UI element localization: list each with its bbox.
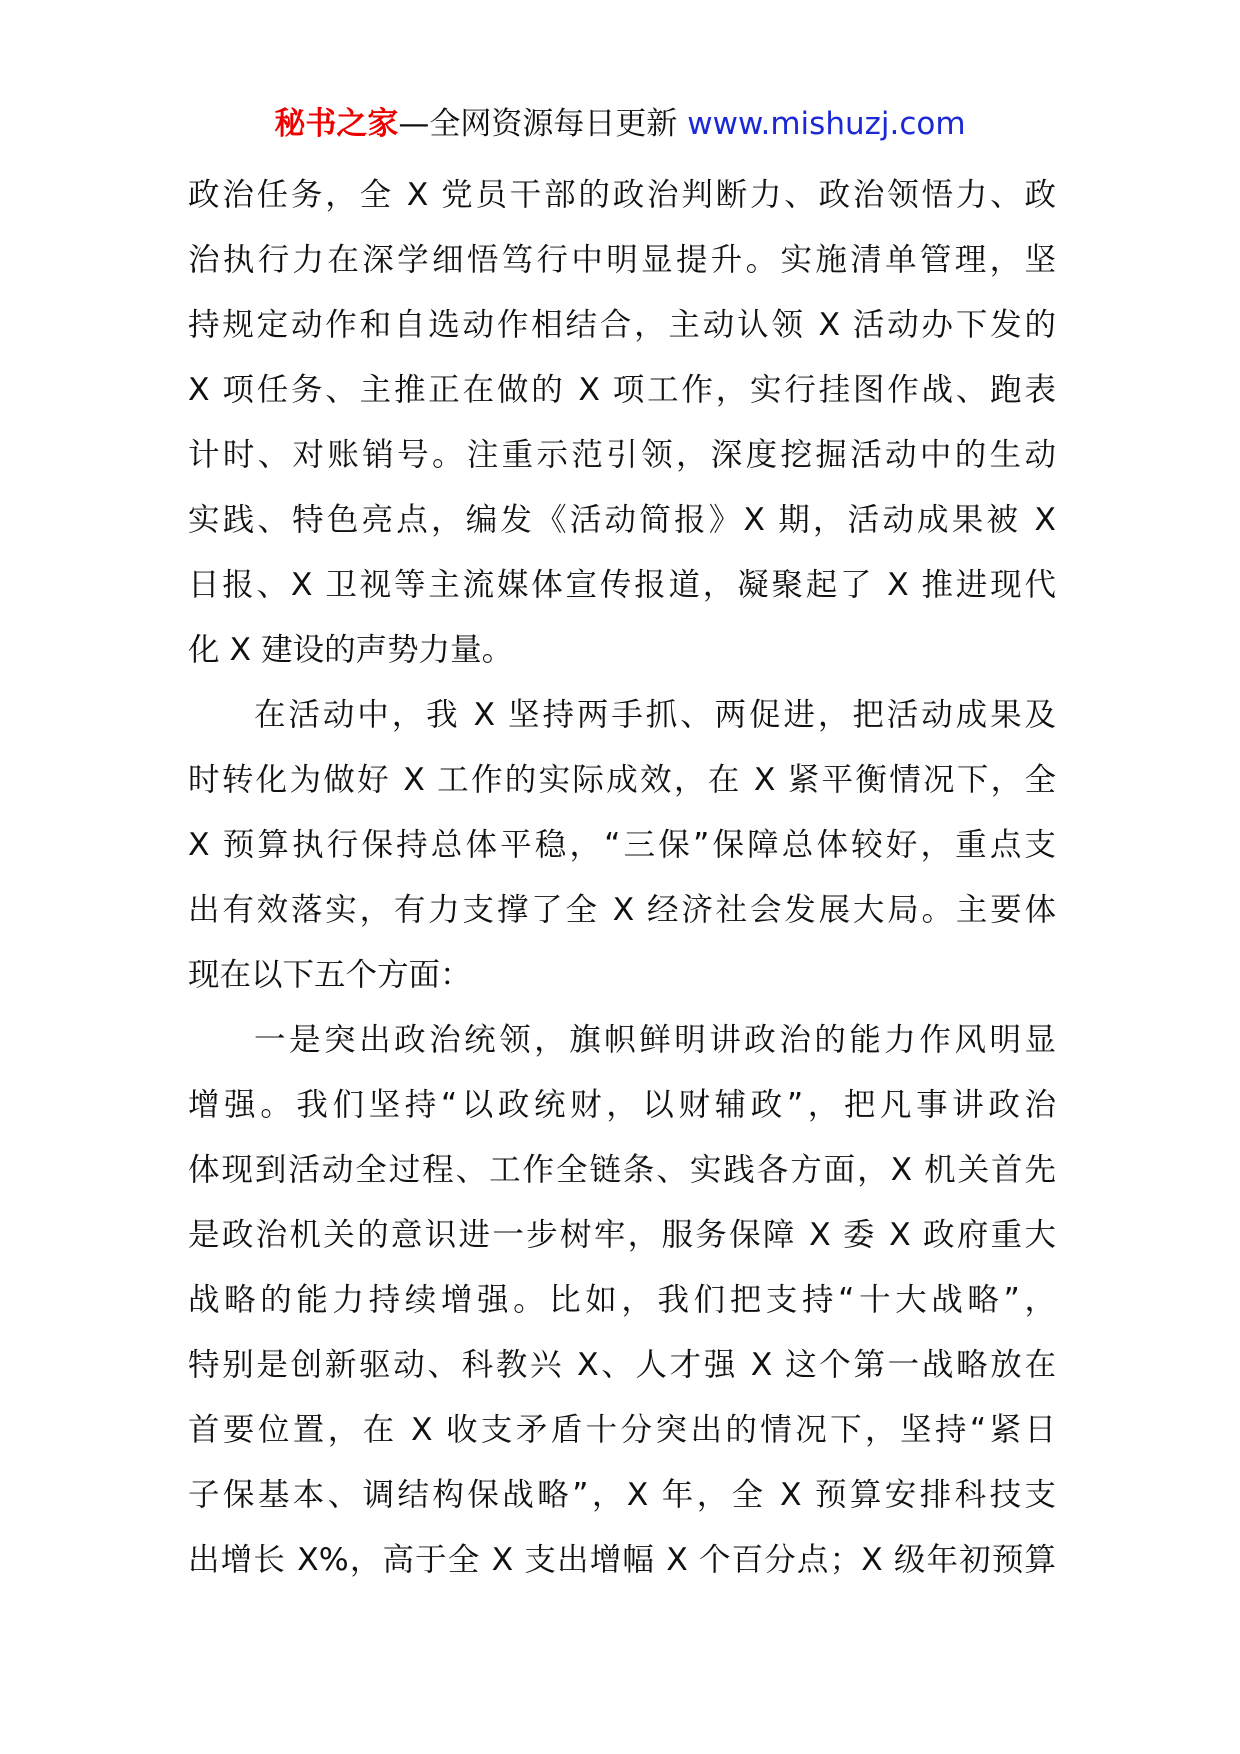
text-line: X 预算执行保持总体平稳，“三保”保障总体较好，重点支 <box>188 827 1056 863</box>
header-brand: 秘书之家 <box>274 106 399 142</box>
text-line: 治执行力在深学细悟笃行中明显提升。实施清单管理，坚 <box>188 242 1056 278</box>
text-line: 子保基本、调结构保战略”，X 年，全 X 预算安排科技支 <box>188 1477 1056 1513</box>
text-line: 特别是创新驱动、科教兴 X、人才强 X 这个第一战略放在 <box>188 1347 1056 1383</box>
text-line: 战略的能力持续增强。比如，我们把支持“十大战略”， <box>188 1282 1056 1318</box>
text-line: 现在以下五个方面： <box>188 957 472 993</box>
page-header <box>0 104 1240 144</box>
document-body <box>188 163 1056 1593</box>
header-tagline: —全网资源每日更新 <box>398 106 678 142</box>
paragraph-start-line: 一是突出政治统领，旗帜鲜明讲政治的能力作风明显 <box>254 1022 1056 1058</box>
paragraph-start-line: 在活动中，我 X 坚持两手抓、两促进，把活动成果及 <box>254 697 1056 733</box>
text-line: 首要位置，在 X 收支矛盾十分突出的情况下，坚持“紧日 <box>188 1412 1056 1448</box>
text-line: 体现到活动全过程、工作全链条、实践各方面，X 机关首先 <box>188 1152 1056 1188</box>
text-line: 化 X 建设的声势力量。 <box>188 632 514 668</box>
text-line: 出有效落实，有力支撑了全 X 经济社会发展大局。主要体 <box>188 892 1056 928</box>
text-line: 时转化为做好 X 工作的实际成效，在 X 紧平衡情况下，全 <box>188 762 1056 798</box>
text-line: 政治任务，全 X 党员干部的政治判断力、政治领悟力、政 <box>188 177 1056 213</box>
text-line: 计时、对账销号。注重示范引领，深度挖掘活动中的生动 <box>188 437 1056 473</box>
text-line: 持规定动作和自选动作相结合，主动认领 X 活动办下发的 <box>188 307 1056 343</box>
header-url-link[interactable]: www.mishuzj.com <box>687 106 966 142</box>
text-line: 出增长 X%，高于全 X 支出增幅 X 个百分点；X 级年初预算 <box>188 1542 1056 1578</box>
text-line: X 项任务、主推正在做的 X 项工作，实行挂图作战、跑表 <box>188 372 1056 408</box>
text-line: 日报、X 卫视等主流媒体宣传报道，凝聚起了 X 推进现代 <box>188 567 1056 603</box>
text-line: 增强。我们坚持“以政统财，以财辅政”，把凡事讲政治 <box>188 1087 1056 1123</box>
text-line: 实践、特色亮点，编发《活动简报》X 期，活动成果被 X <box>188 502 1056 538</box>
text-line: 是政治机关的意识进一步树牢，服务保障 X 委 X 政府重大 <box>188 1217 1056 1253</box>
